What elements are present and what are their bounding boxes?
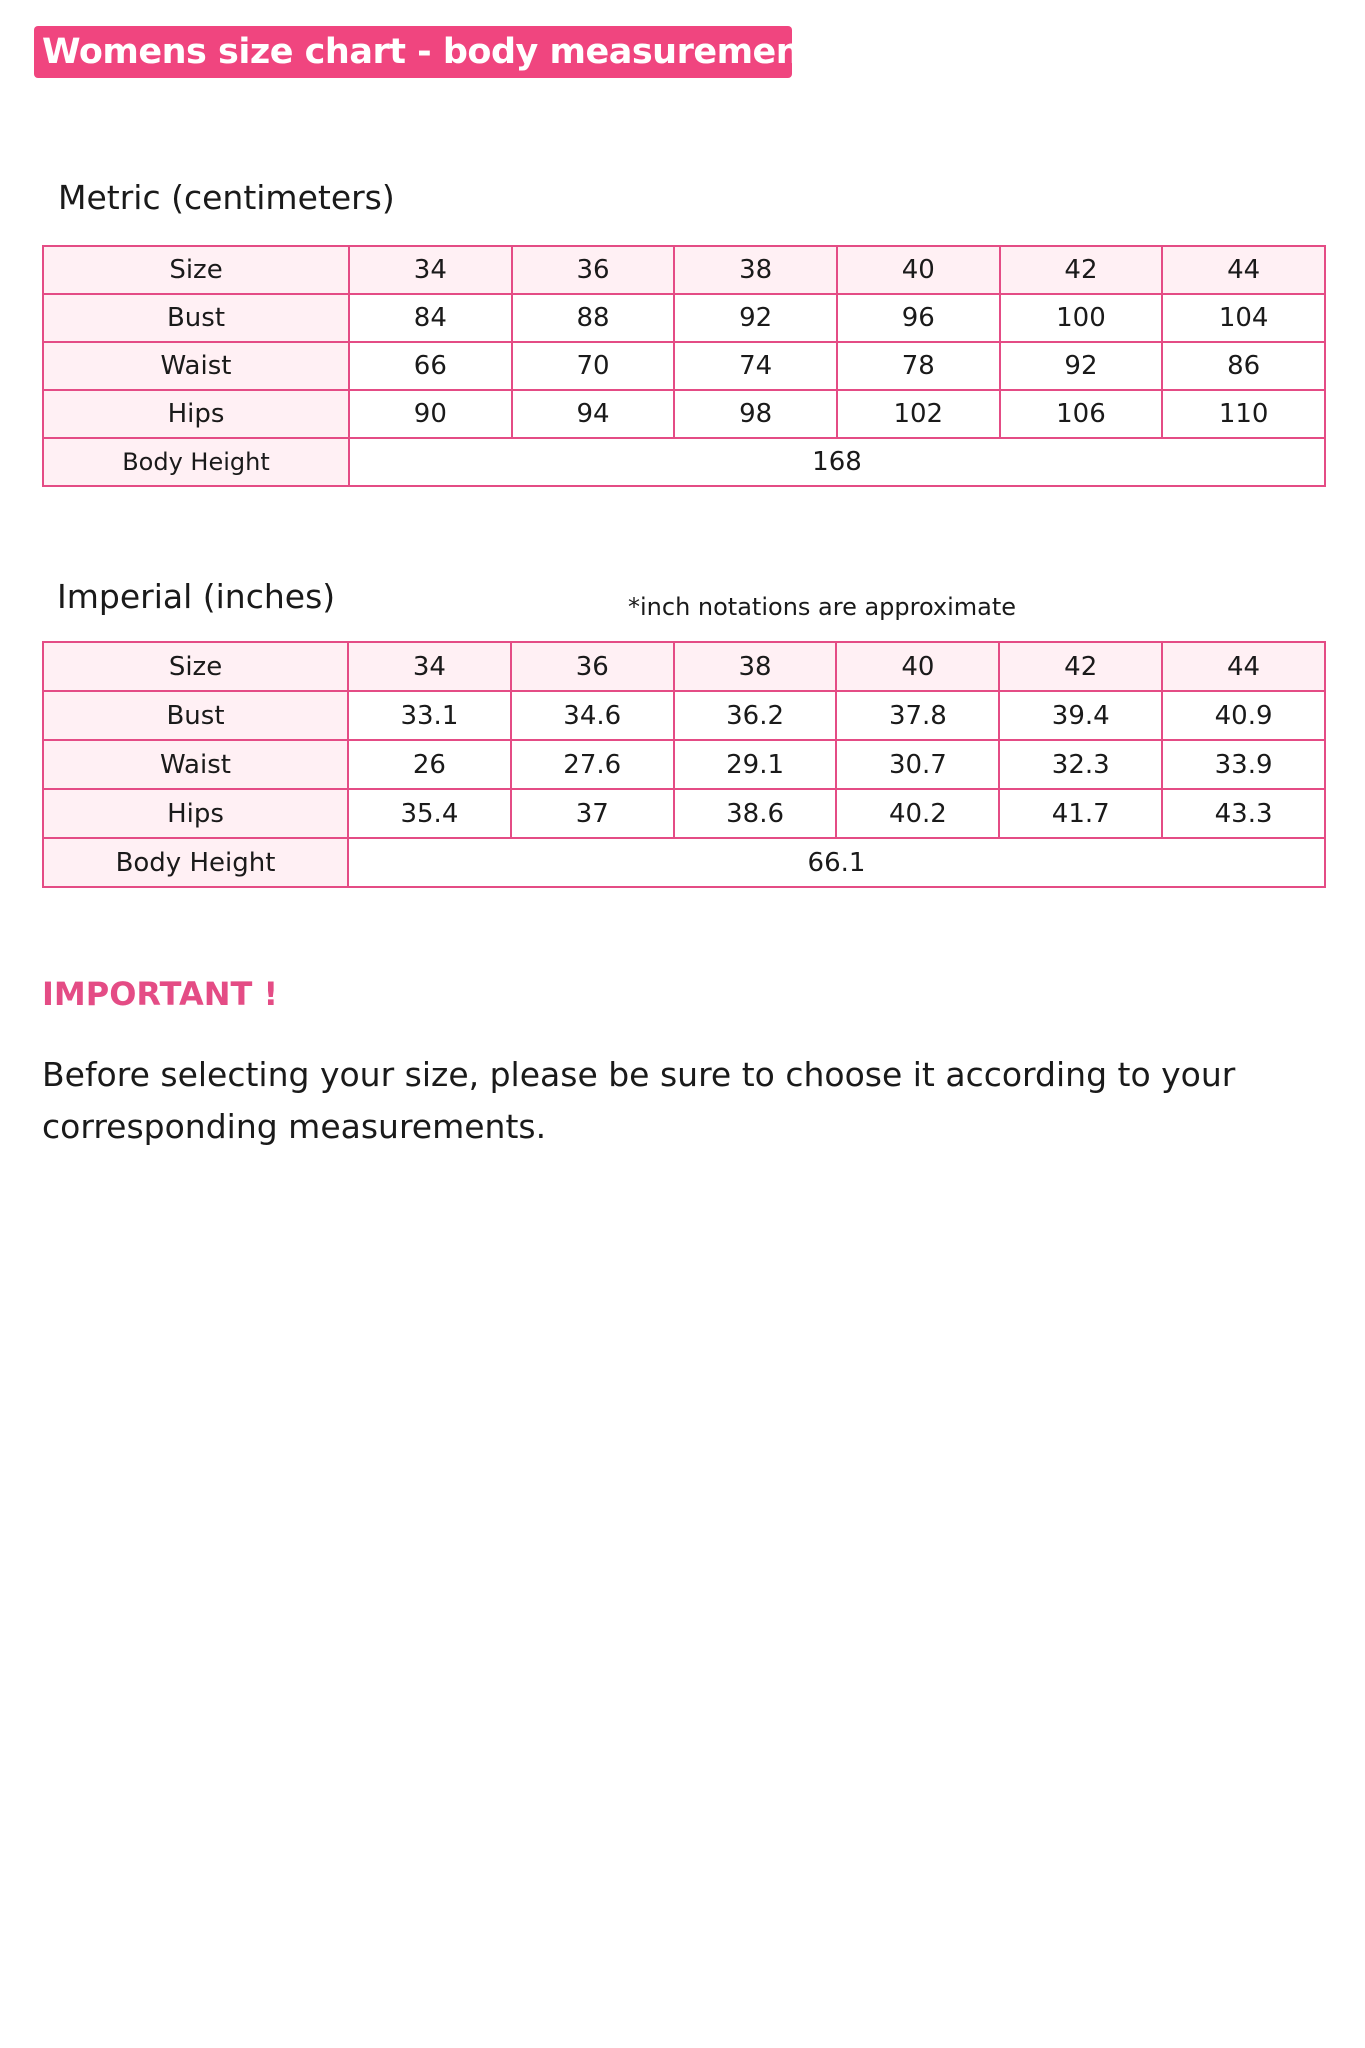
row-label: Body Height bbox=[43, 838, 348, 887]
table-cell: 44 bbox=[1162, 246, 1325, 294]
row-label: Hips bbox=[43, 390, 349, 438]
imperial-row-waist bbox=[43, 740, 1325, 789]
table-cell: 43.3 bbox=[1162, 789, 1325, 838]
imperial-heading: Imperial (inches) bbox=[57, 577, 336, 616]
imperial-row-body-height bbox=[43, 838, 1325, 887]
imperial-row-bust bbox=[43, 691, 1325, 740]
table-cell: 100 bbox=[1000, 294, 1163, 342]
table-cell: 32.3 bbox=[999, 740, 1162, 789]
table-cell: 41.7 bbox=[999, 789, 1162, 838]
important-text: Before selecting your size, please be sure to choose it according to your corresponding measurements. bbox=[42, 1055, 1236, 1146]
row-label: Hips bbox=[43, 789, 348, 838]
important-heading: IMPORTANT ! bbox=[42, 975, 279, 1013]
table-cell: 33.1 bbox=[348, 691, 511, 740]
row-label: Bust bbox=[43, 294, 349, 342]
table-cell: 102 bbox=[837, 390, 1000, 438]
table-cell: 86 bbox=[1162, 342, 1325, 390]
row-label: Bust bbox=[43, 691, 348, 740]
table-cell: 37.8 bbox=[836, 691, 999, 740]
row-label: Size bbox=[43, 246, 349, 294]
table-cell: 106 bbox=[1000, 390, 1163, 438]
table-cell: 40 bbox=[836, 642, 999, 691]
table-cell: 84 bbox=[349, 294, 512, 342]
body-height-value: 168 bbox=[349, 438, 1325, 486]
table-cell: 35.4 bbox=[348, 789, 511, 838]
table-cell: 110 bbox=[1162, 390, 1325, 438]
row-label: Waist bbox=[43, 342, 349, 390]
table-cell: 40 bbox=[837, 246, 1000, 294]
table-cell: 90 bbox=[349, 390, 512, 438]
table-cell: 42 bbox=[1000, 246, 1163, 294]
table-cell: 44 bbox=[1162, 642, 1325, 691]
table-cell: 78 bbox=[837, 342, 1000, 390]
table-cell: 36.2 bbox=[674, 691, 837, 740]
metric-row-size bbox=[43, 246, 1325, 294]
metric-row-hips bbox=[43, 390, 1325, 438]
imperial-size-table bbox=[42, 641, 1326, 888]
body-height-value: 66.1 bbox=[348, 838, 1325, 887]
metric-row-waist bbox=[43, 342, 1325, 390]
table-cell: 39.4 bbox=[999, 691, 1162, 740]
row-label: Waist bbox=[43, 740, 348, 789]
table-cell: 30.7 bbox=[836, 740, 999, 789]
table-cell: 36 bbox=[511, 642, 674, 691]
table-cell: 92 bbox=[674, 294, 837, 342]
table-cell: 94 bbox=[512, 390, 675, 438]
table-cell: 98 bbox=[674, 390, 837, 438]
table-cell: 26 bbox=[348, 740, 511, 789]
table-cell: 74 bbox=[674, 342, 837, 390]
table-cell: 36 bbox=[512, 246, 675, 294]
table-cell: 40.2 bbox=[836, 789, 999, 838]
metric-row-bust bbox=[43, 294, 1325, 342]
table-cell: 38.6 bbox=[674, 789, 837, 838]
metric-row-body-height bbox=[43, 438, 1325, 486]
metric-size-table bbox=[42, 245, 1326, 487]
table-cell: 29.1 bbox=[674, 740, 837, 789]
table-cell: 33.9 bbox=[1162, 740, 1325, 789]
table-cell: 27.6 bbox=[511, 740, 674, 789]
table-cell: 104 bbox=[1162, 294, 1325, 342]
table-cell: 40.9 bbox=[1162, 691, 1325, 740]
table-cell: 92 bbox=[1000, 342, 1163, 390]
table-cell: 38 bbox=[674, 642, 837, 691]
page-title: Womens size chart - body measurements bbox=[34, 26, 792, 78]
table-cell: 34 bbox=[349, 246, 512, 294]
table-cell: 66 bbox=[349, 342, 512, 390]
table-cell: 42 bbox=[999, 642, 1162, 691]
table-cell: 88 bbox=[512, 294, 675, 342]
table-cell: 38 bbox=[674, 246, 837, 294]
row-label: Size bbox=[43, 642, 348, 691]
row-label: Body Height bbox=[43, 438, 349, 486]
table-cell: 34.6 bbox=[511, 691, 674, 740]
metric-heading: Metric (centimeters) bbox=[58, 178, 395, 217]
imperial-row-hips bbox=[43, 789, 1325, 838]
imperial-row-size bbox=[43, 642, 1325, 691]
approximation-note: *inch notations are approximate bbox=[628, 593, 1017, 621]
table-cell: 34 bbox=[348, 642, 511, 691]
table-cell: 96 bbox=[837, 294, 1000, 342]
table-cell: 37 bbox=[511, 789, 674, 838]
table-cell: 70 bbox=[512, 342, 675, 390]
